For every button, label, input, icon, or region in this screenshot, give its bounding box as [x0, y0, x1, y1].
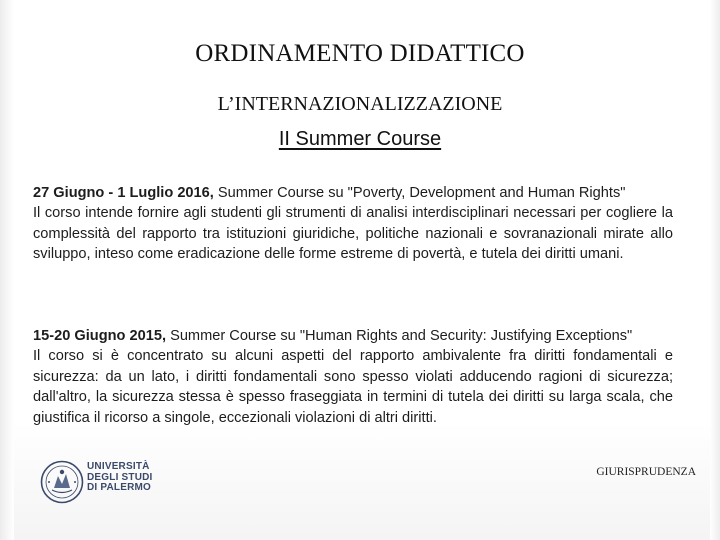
entry-body: Il corso si è concentrato su alcuni aspetti del rapporto ambivalente fra diritti fondamentali e sicurezza: da un lato, i diritti fondamentali sono spesso violati adducendo ragioni di sicurezza; dall'altro, la sicurezza stessa è spesso fraseggiata in termini di tutela dei diritti su larga scala, che giustifica il ricorso a singole, eccezionali violazioni di altri diritti.	[33, 348, 673, 426]
university-name-line: UNIVERSITÀ	[87, 461, 150, 472]
entry-header	[33, 326, 673, 346]
left-edge-shade	[0, 0, 14, 540]
university-name-line: DI PALERMO	[87, 482, 152, 493]
entry-header	[33, 183, 673, 203]
right-edge-shade	[710, 0, 720, 540]
course-entry-2016	[33, 183, 673, 265]
entry-headline: Summer Course su "Poverty, Development and Human Rights"	[213, 185, 626, 201]
university-seal-icon	[40, 460, 84, 504]
course-entry-2015	[33, 326, 673, 428]
university-name-line: DEGLI STUDI	[87, 471, 153, 483]
university-logo	[40, 458, 160, 508]
entry-headline: Summer Course su "Human Rights and Security: Justifying Exceptions"	[166, 328, 633, 344]
course-heading	[0, 128, 720, 151]
university-name	[87, 462, 153, 494]
entry-date: 27 Giugno - 1 Luglio 2016,	[33, 185, 214, 201]
slide-title: ORDINAMENTO DIDATTICO	[195, 40, 525, 67]
faculty-label: GIURISPRUDENZA	[596, 466, 696, 478]
course-heading-text: II Summer Course	[278, 128, 442, 150]
slide-subtitle: L’INTERNAZIONALIZZAZIONE	[217, 93, 503, 115]
entry-date: 15-20 Giugno 2015,	[33, 328, 167, 344]
entry-body: Il corso intende fornire agli studenti gli strumenti di analisi interdisciplinari necessari per cogliere la complessità del rapporto tra istituzioni giuridiche, politiche nazionali e sovranazionali mirate allo sviluppo, inteso come eradicazione delle forme estreme di povertà, e tutela dei diritti umani.	[33, 205, 673, 263]
